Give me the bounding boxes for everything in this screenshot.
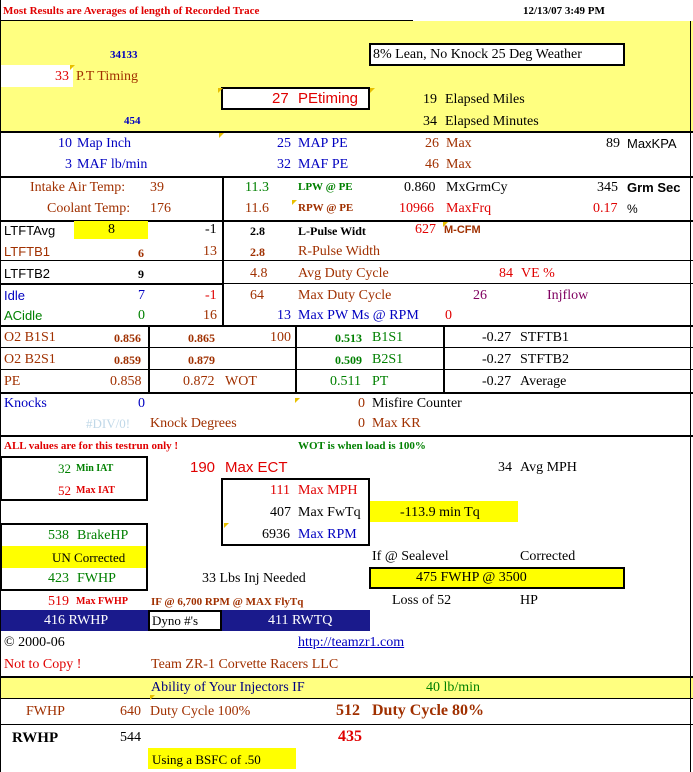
ltftavg-label: LTFTAvg (4, 223, 56, 238)
grmsec-label: Grm Sec (627, 180, 681, 195)
max-iat-label: Max IAT (76, 485, 115, 496)
maxfrq-label: MaxFrq (446, 201, 492, 216)
val-34133: 34133 (110, 49, 138, 61)
injflow-value: 26 (473, 288, 487, 303)
condition-text: 8% Lean, No Knock 25 Deg Weather (373, 47, 582, 62)
iat-value: 39 (150, 180, 164, 195)
maxkpa-label: MaxKPA (627, 136, 677, 151)
comment-marker-icon (150, 695, 155, 700)
o2-b2s1-d: 0.509 (335, 353, 362, 367)
duty-fwhp-label: FWHP (26, 704, 65, 719)
comment-marker-icon (219, 133, 224, 138)
loss-label: Loss of 52 (392, 593, 452, 608)
elapsed-minutes-value: 34 (423, 114, 437, 129)
pt-timing-value: 33 (55, 69, 69, 84)
company-name: Team ZR-1 Corvette Racers LLC (151, 657, 339, 672)
wot-value: 0.872 (183, 374, 215, 389)
avg-value: -0.27 (482, 374, 512, 389)
ability-label: Ability of Your Injectors IF (151, 680, 305, 695)
o2-b1s1-d: 0.513 (335, 331, 362, 345)
header-datetime: 12/13/07 3:49 PM (523, 5, 605, 17)
maxpw-value: 13 (277, 308, 291, 323)
if-6700-note: IF @ 6,700 RPM @ MAX FlyTq (151, 596, 304, 608)
max-fwhp-value: 519 (48, 594, 69, 609)
pe-value: 0.858 (110, 374, 142, 389)
max-ect-label: Max ECT (225, 459, 288, 476)
rpulse-label: R-Pulse Width (298, 244, 381, 259)
ltftb1-label: LTFTB1 (4, 244, 50, 259)
duty100-label: Duty Cycle 100% (150, 704, 251, 719)
pct-value: 0.17 (593, 201, 618, 216)
dyno-label: Dyno #'s (152, 613, 199, 628)
map-pe-value: 25 (277, 136, 291, 151)
pe-label: PE (4, 374, 21, 389)
maxduty-value: 64 (250, 288, 264, 303)
lpw-label: LPW @ PE (298, 181, 353, 193)
corrected-label: Corrected (520, 549, 576, 564)
duty80-label: Duty Cycle 80% (372, 702, 484, 719)
max1-label: Max (446, 136, 472, 151)
teamzr1-link[interactable]: http://teamzr1.com (298, 635, 405, 650)
ve-label: VE % (521, 266, 555, 281)
min-iat-label: Min IAT (76, 463, 114, 474)
max-mph-label: Max MPH (298, 483, 358, 498)
all-values-note: ALL values are for this testrun only ! (4, 440, 179, 452)
max2-label: Max (446, 157, 472, 172)
div-error: #DIV/0! (86, 416, 131, 431)
fwhp-value: 423 (48, 571, 69, 586)
o2-b2s1-d-label: B2S1 (372, 352, 404, 367)
hp-label: HP (520, 593, 538, 608)
not-to-copy: Not to Copy ! (4, 657, 82, 672)
maf-value: 3 (65, 157, 72, 172)
o2-b2s1-a: 0.859 (114, 353, 141, 367)
rwtq-value: 411 RWTQ (268, 613, 333, 628)
rwhp-value: 416 RWHP (44, 613, 109, 628)
wot-label: WOT (225, 374, 257, 389)
ltftb1-b: 13 (203, 244, 217, 259)
max-fwtq-value: 407 (270, 505, 291, 520)
o2-b1s1-d-label: B1S1 (372, 330, 404, 345)
lpulse-label: L-Pulse Widt (298, 224, 366, 238)
elapsed-minutes-label: Elapsed Minutes (445, 114, 539, 129)
knock-degrees-label: Knock Degrees (150, 416, 237, 431)
avg-mph-label: Avg MPH (520, 460, 577, 475)
max-mph-value: 111 (270, 483, 290, 498)
duty80-value: 512 (336, 702, 360, 719)
avgduty-label: Avg Duty Cycle (298, 266, 389, 281)
max-iat-value: 52 (58, 483, 71, 498)
maf-label: MAF lb/min (77, 157, 148, 172)
ltftavg-right: -1 (205, 222, 217, 237)
max-fwhp-label: Max FWHP (76, 596, 128, 607)
min-tq: -113.9 min Tq (400, 505, 480, 520)
mcfm-label: M-CFM (444, 224, 481, 236)
header-note: Most Results are Averages of length of Recorded Trace (3, 5, 260, 17)
ve-value: 84 (499, 266, 513, 281)
elapsed-miles-label: Elapsed Miles (445, 92, 525, 107)
acidle-label: ACidle (4, 308, 43, 323)
max-fwtq-label: Max FwTq (298, 505, 361, 520)
duty100-value: 640 (120, 704, 141, 719)
maxkr-value: 0 (358, 416, 365, 431)
stftb1-label: STFTB1 (520, 330, 570, 345)
iat-label: Intake Air Temp: (30, 180, 126, 195)
inj-needed: 33 Lbs Inj Needed (202, 571, 306, 586)
elapsed-miles-value: 19 (423, 92, 437, 107)
lpulse-value: 2.8 (250, 224, 265, 238)
o2-b1s1-a: 0.856 (114, 331, 141, 345)
pt-label: PT (372, 374, 389, 389)
stftb2-label: STFTB2 (520, 352, 570, 367)
o2-b1s1-b: 0.865 (188, 331, 215, 345)
idle-a: 7 (138, 288, 145, 303)
max-rpm-value: 6936 (262, 527, 290, 542)
o2-b1s1-label: O2 B1S1 (4, 330, 56, 345)
misfire-value: 0 (358, 396, 365, 411)
bsfc-note: Using a BSFC of .50 (152, 752, 261, 767)
rwhp-row-label: RWHP (12, 730, 59, 746)
mcfm-value: 627 (415, 222, 436, 237)
coolant-value: 176 (150, 201, 171, 216)
mxgrm-label: MxGrmCy (446, 180, 508, 195)
if-sealevel-label: If @ Sealevel (372, 549, 449, 564)
ltftb2-label: LTFTB2 (4, 266, 50, 281)
map-pe-label: MAP PE (298, 136, 348, 151)
lpw-value: 11.3 (245, 180, 269, 195)
knocks-label: Knocks (4, 396, 47, 411)
coolant-label: Coolant Temp: (47, 201, 131, 216)
acidle-b: 16 (203, 308, 217, 323)
maf-pe-label: MAF PE (298, 157, 349, 172)
brake-hp-value: 538 (48, 528, 69, 543)
maxduty-label: Max Duty Cycle (298, 288, 392, 303)
rwhp80-value: 435 (338, 728, 362, 745)
pe-timing-label: PEtiming (298, 90, 359, 107)
maxkr-label: Max KR (372, 416, 421, 431)
maf-pe-value: 32 (277, 157, 291, 172)
pe-timing-value: 27 (272, 90, 289, 107)
rpw-label: RPW @ PE (298, 202, 354, 214)
ltftb1-a: 6 (138, 246, 144, 260)
grmsec-value: 345 (597, 180, 618, 195)
map-inch-label: Map Inch (77, 136, 132, 151)
avg-mph-value: 34 (498, 460, 512, 475)
maxpw-label: Max PW Ms @ RPM (298, 308, 419, 323)
pt-timing-label: P.T Timing (76, 69, 139, 84)
knocks-value: 0 (138, 396, 145, 411)
acidle-a: 0 (138, 308, 145, 323)
mxgrm-value: 0.860 (404, 180, 436, 195)
brake-hp-label: BrakeHP (77, 528, 129, 543)
ltftavg-value: 8 (108, 222, 115, 237)
rpulse-value: 2.8 (250, 245, 265, 259)
wot-note: WOT is when load is 100% (298, 440, 426, 452)
comment-marker-icon (292, 200, 297, 205)
max-rpm-label: Max RPM (298, 527, 357, 542)
comment-marker-icon (370, 88, 375, 93)
idle-b: -1 (205, 288, 217, 303)
pt-value: 0.511 (330, 374, 361, 389)
injflow-label: Injflow (547, 288, 589, 303)
o2-b2s1-b: 0.879 (188, 353, 215, 367)
sealevel-fwhp: 475 FWHP @ 3500 (416, 570, 527, 585)
stftb1-value: -0.27 (482, 330, 512, 345)
ltftb2-a: 9 (138, 267, 144, 281)
comment-marker-icon (443, 222, 448, 227)
misfire-label: Misfire Counter (372, 396, 462, 411)
iat-box (0, 456, 148, 501)
avgduty-value: 4.8 (250, 266, 268, 281)
max-ect-value: 190 (190, 459, 216, 476)
maxfrq-value: 10966 (399, 201, 434, 216)
comment-marker-icon (295, 398, 300, 403)
o2-b1s1-c: 100 (270, 330, 291, 345)
stftb2-value: -0.27 (482, 352, 512, 367)
fwhp-label: FWHP (77, 571, 116, 586)
idle-label: Idle (4, 288, 25, 303)
min-iat-value: 32 (58, 461, 71, 476)
rpw-value: 11.6 (245, 201, 269, 216)
val-454: 454 (124, 115, 141, 127)
o2-b2s1-label: O2 B2S1 (4, 352, 56, 367)
pct-label: % (627, 202, 638, 216)
comment-marker-icon (218, 88, 223, 93)
uncorrected-label: UN Corrected (52, 550, 126, 565)
comment-marker-icon (224, 523, 229, 528)
rwhp100-value: 544 (120, 730, 141, 745)
max1-value: 26 (425, 136, 439, 151)
max2-value: 46 (425, 157, 439, 172)
lb-min-label: 40 lb/min (426, 680, 481, 695)
comment-marker-icon (70, 65, 75, 70)
map-inch-value: 10 (58, 136, 72, 151)
avg-label: Average (520, 374, 567, 389)
copyright: © 2000-06 (4, 635, 65, 650)
maxkpa-value: 89 (606, 136, 620, 151)
maxpw-rpm: 0 (445, 308, 452, 323)
